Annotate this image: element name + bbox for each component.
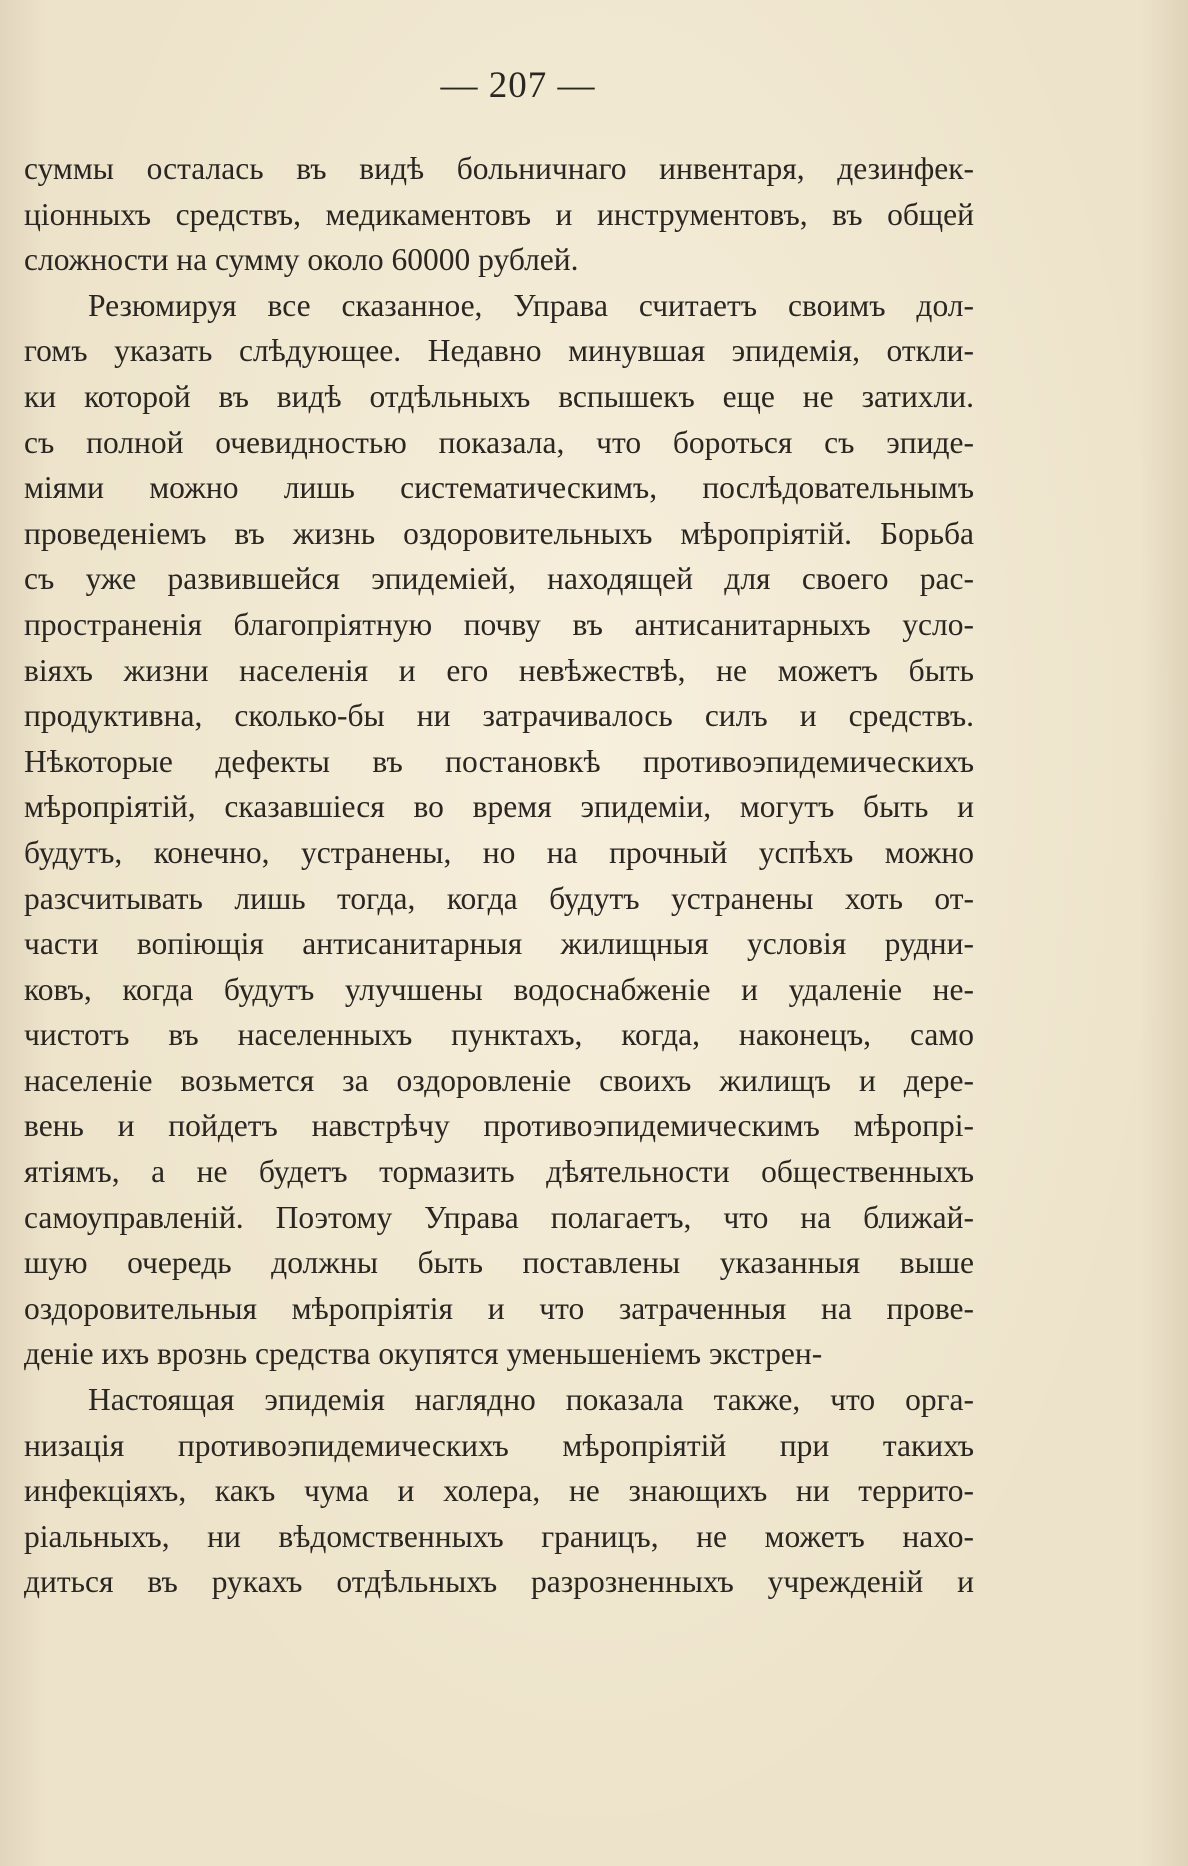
text-line: міями можно лишь систематическимъ, послѣдовательнымъ	[24, 470, 974, 506]
text-line: оздоровительныя мѣропріятія и что затраченныя на прове-	[24, 1290, 974, 1326]
text-line: съ уже развившейся эпидеміей, находящей для своего рас-	[24, 561, 974, 597]
text-line: шую очередь должны быть поставлены указанныя выше	[24, 1245, 974, 1281]
text-line: проведеніемъ въ жизнь оздоровительныхъ мѣропріятій. Борьба	[24, 515, 974, 551]
text-line: будутъ, конечно, устранены, но на прочный успѣхъ можно	[24, 834, 974, 870]
text-line: чистотъ въ населенныхъ пунктахъ, когда, наконецъ, само	[24, 1017, 974, 1053]
text-line: суммы осталась въ видѣ больничнаго инвентаря, дезинфек-	[24, 151, 974, 186]
text-line: населеніе возьмется за оздоровленіе своихъ жилищъ и дере-	[24, 1062, 974, 1098]
text-line: вень и пойдетъ навстрѣчу противоэпидемическимъ мѣропрі-	[24, 1108, 974, 1144]
text-line: ковъ, когда будутъ улучшены водоснабженіе и удаленіе не-	[24, 971, 974, 1007]
page-number: — 207 —	[440, 65, 596, 106]
text-line: гомъ указать слѣдующее. Недавно минувшая эпидемія, откли-	[24, 333, 974, 369]
text-line: продуктивна, сколько-бы ни затрачивалось силъ и средствъ.	[24, 698, 974, 734]
text-line: ціонныхъ средствъ, медикаментовъ и инструментовъ, въ общей	[24, 196, 974, 232]
text-line: низація противоэпидемическихъ мѣропріятій при такихъ	[24, 1427, 974, 1463]
text-line: ріальныхъ, ни вѣдомственныхъ границъ, не можетъ нахо-	[24, 1518, 974, 1554]
text-line: инфекціяхъ, какъ чума и холера, не знающихъ ни террито-	[24, 1473, 974, 1509]
text-line: віяхъ жизни населенія и его невѣжествѣ, не можетъ быть	[24, 652, 974, 688]
text-line: сложности на сумму около 60000 рублей.	[24, 242, 579, 278]
text-line: пространенія благопріятную почву въ антисанитарныхъ усло-	[24, 606, 974, 642]
text-line: ки которой въ видѣ отдѣльныхъ вспышекъ еще не затихли.	[24, 378, 974, 414]
text-line: съ полной очевидностью показала, что бороться съ эпиде-	[24, 424, 974, 460]
text-line: ятіямъ, а не будетъ тормазить дѣятельности общественныхъ	[24, 1154, 974, 1190]
text-line: разсчитывать лишь тогда, когда будутъ устранены хоть от-	[24, 880, 974, 916]
text-line: Резюмируя все сказанное, Управа считаетъ своимъ дол-	[88, 287, 974, 323]
body-text	[24, 146, 974, 1605]
text-line: части вопіющія антисанитарныя жилищныя условія рудни-	[24, 926, 974, 962]
paragraph-1	[24, 146, 974, 283]
paragraph-3	[24, 1377, 974, 1605]
text-line: мѣропріятій, сказавшіеся во время эпидеміи, могутъ быть и	[24, 789, 974, 825]
paragraph-2	[24, 283, 974, 1377]
text-line: диться въ рукахъ отдѣльныхъ разрозненныхъ учрежденій и	[24, 1564, 974, 1600]
text-line: самоуправленій. Поэтому Управа полагаетъ, что на ближай-	[24, 1199, 974, 1235]
text-line: Нѣкоторые дефекты въ постановкѣ противоэпидемическихъ	[24, 743, 974, 779]
text-line: деніе ихъ врознь средства окупятся уменьшеніемъ экстрен-	[24, 1336, 823, 1372]
text-line: Настоящая эпидемія наглядно показала также, что орга-	[88, 1382, 974, 1418]
